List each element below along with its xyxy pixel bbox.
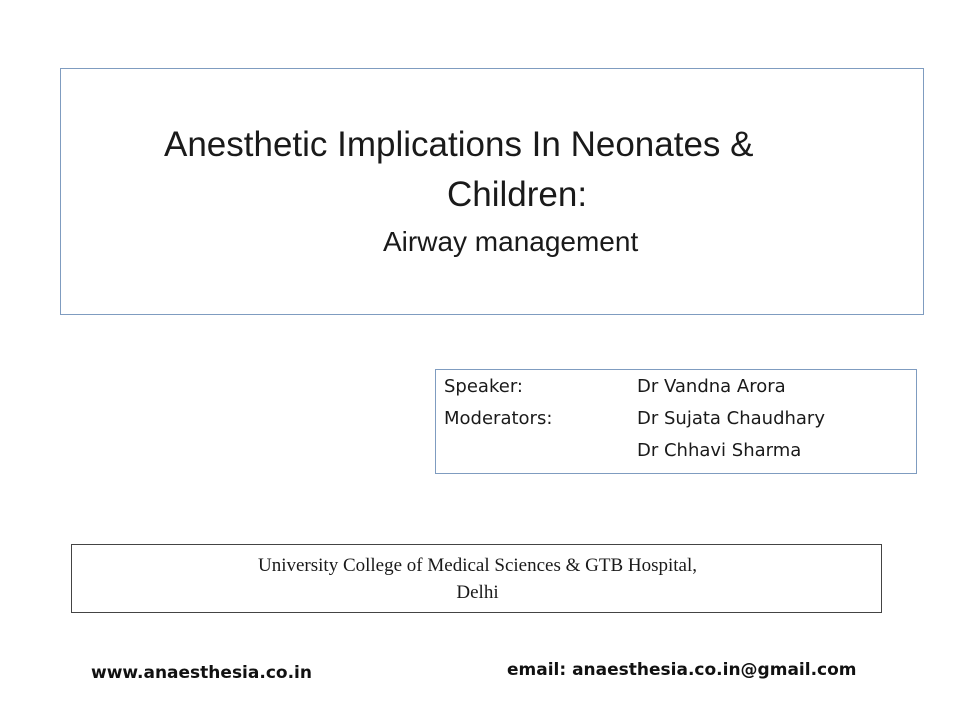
- subtitle: Airway management: [383, 226, 639, 257]
- title-line-2: Children:: [447, 175, 588, 214]
- moderator-name-1: Dr Sujata Chaudhary: [637, 408, 825, 429]
- institution-line-1: University College of Medical Sciences & GTB Hospital,: [257, 555, 698, 576]
- institution-line-2: Delhi: [456, 582, 499, 603]
- speaker-name: Dr Vandna Arora: [637, 376, 786, 397]
- title-box: [60, 68, 924, 315]
- speaker-row: [444, 376, 786, 397]
- institution-box: [71, 544, 882, 613]
- title-line-1: Anesthetic Implications In Neonates &: [164, 125, 754, 164]
- speaker-label: Speaker:: [444, 376, 523, 397]
- moderator-row-2: [444, 440, 801, 461]
- moderators-label: Moderators:: [444, 408, 553, 429]
- moderator-name-2: Dr Chhavi Sharma: [637, 440, 802, 461]
- moderators-row: [444, 408, 825, 429]
- speaker-box: [435, 369, 917, 474]
- footer-email: email: anaesthesia.co.in@gmail.com: [507, 660, 857, 680]
- footer-website: www.anaesthesia.co.in: [91, 663, 312, 683]
